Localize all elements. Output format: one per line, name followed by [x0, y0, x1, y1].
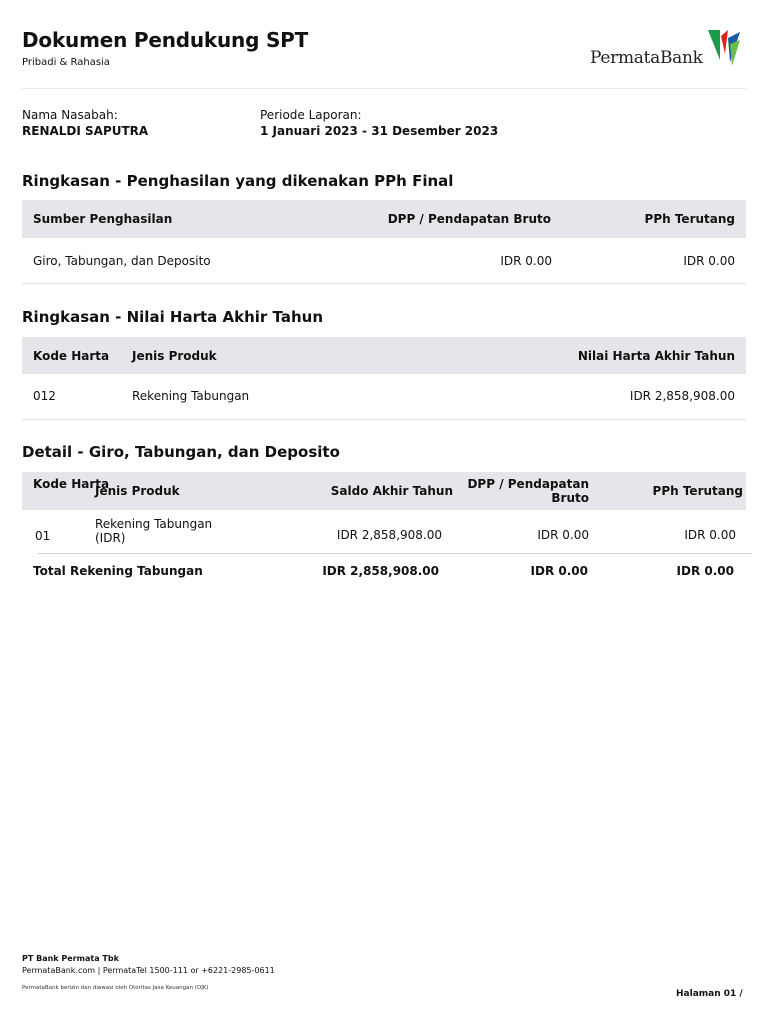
row-divider	[22, 283, 746, 284]
column-header: Saldo Akhir Tahun	[330, 484, 453, 498]
column-header: DPP / Pendapatan Bruto	[387, 212, 551, 226]
total-cell: IDR 0.00	[530, 564, 588, 578]
period-label: Periode Laporan:	[260, 108, 362, 122]
table-cell: Rekening Tabungan	[132, 389, 250, 403]
logo-wordmark: PermataBank	[590, 48, 703, 68]
footer-bank-name: PT Bank Permata Tbk	[22, 954, 119, 963]
customer-name-label: Nama Nasabah:	[22, 108, 118, 122]
table-cell: IDR 0.00	[684, 528, 736, 542]
logo-mark-icon	[704, 28, 744, 68]
table-cell: Rekening Tabungan	[95, 517, 213, 531]
footer-legal-note: PermataBank berizin dan diawasi oleh Otoritas Jasa Keuangan (OJK)	[22, 985, 209, 991]
permatabank-logo	[590, 28, 746, 72]
total-cell: IDR 2,858,908.00	[322, 564, 439, 578]
column-header: Kode Harta	[33, 477, 110, 491]
table-cell: Giro, Tabungan, dan Deposito	[33, 254, 211, 268]
total-cell: IDR 0.00	[676, 564, 734, 578]
customer-name: RENALDI SAPUTRA	[22, 124, 149, 138]
column-header: Nilai Harta Akhir Tahun	[577, 349, 735, 363]
table-cell: (IDR)	[95, 531, 126, 545]
document-title: Dokumen Pendukung SPT	[22, 28, 309, 52]
table-cell: IDR 2,858,908.00	[336, 528, 442, 542]
table-cell: 01	[35, 529, 51, 543]
column-header: Bruto	[551, 491, 589, 505]
period-value: 1 Januari 2023 - 31 Desember 2023	[260, 124, 499, 138]
section-title-pph-final: Ringkasan - Penghasilan yang dikenakan PPh Final	[22, 172, 454, 190]
column-header: Sumber Penghasilan	[33, 212, 173, 226]
column-header: Jenis Produk	[132, 349, 217, 363]
footer-contact: PermataBank.com | PermataTel 1500-111 or +6221-2985-0611	[22, 966, 275, 975]
table-cell: 012	[33, 389, 56, 403]
row-divider	[22, 419, 746, 420]
row-divider	[38, 553, 752, 554]
section-title-detail: Detail - Giro, Tabungan, dan Deposito	[22, 443, 340, 461]
column-header: Jenis Produk	[95, 484, 180, 498]
table-cell: IDR 0.00	[683, 254, 735, 268]
column-header: DPP / Pendapatan	[467, 477, 589, 491]
document-subtitle: Pribadi & Rahasia	[22, 57, 110, 68]
column-header: Kode Harta	[33, 349, 110, 363]
column-header: PPh Terutang	[644, 212, 735, 226]
table-cell: IDR 0.00	[500, 254, 552, 268]
header-divider	[22, 88, 746, 89]
section-title-harta: Ringkasan - Nilai Harta Akhir Tahun	[22, 308, 323, 326]
total-label: Total Rekening Tabungan	[33, 564, 203, 578]
page-number: Halaman 01 /	[676, 989, 743, 999]
table-cell: IDR 2,858,908.00	[629, 389, 735, 403]
table-cell: IDR 0.00	[537, 528, 589, 542]
column-header: PPh Terutang	[652, 484, 743, 498]
